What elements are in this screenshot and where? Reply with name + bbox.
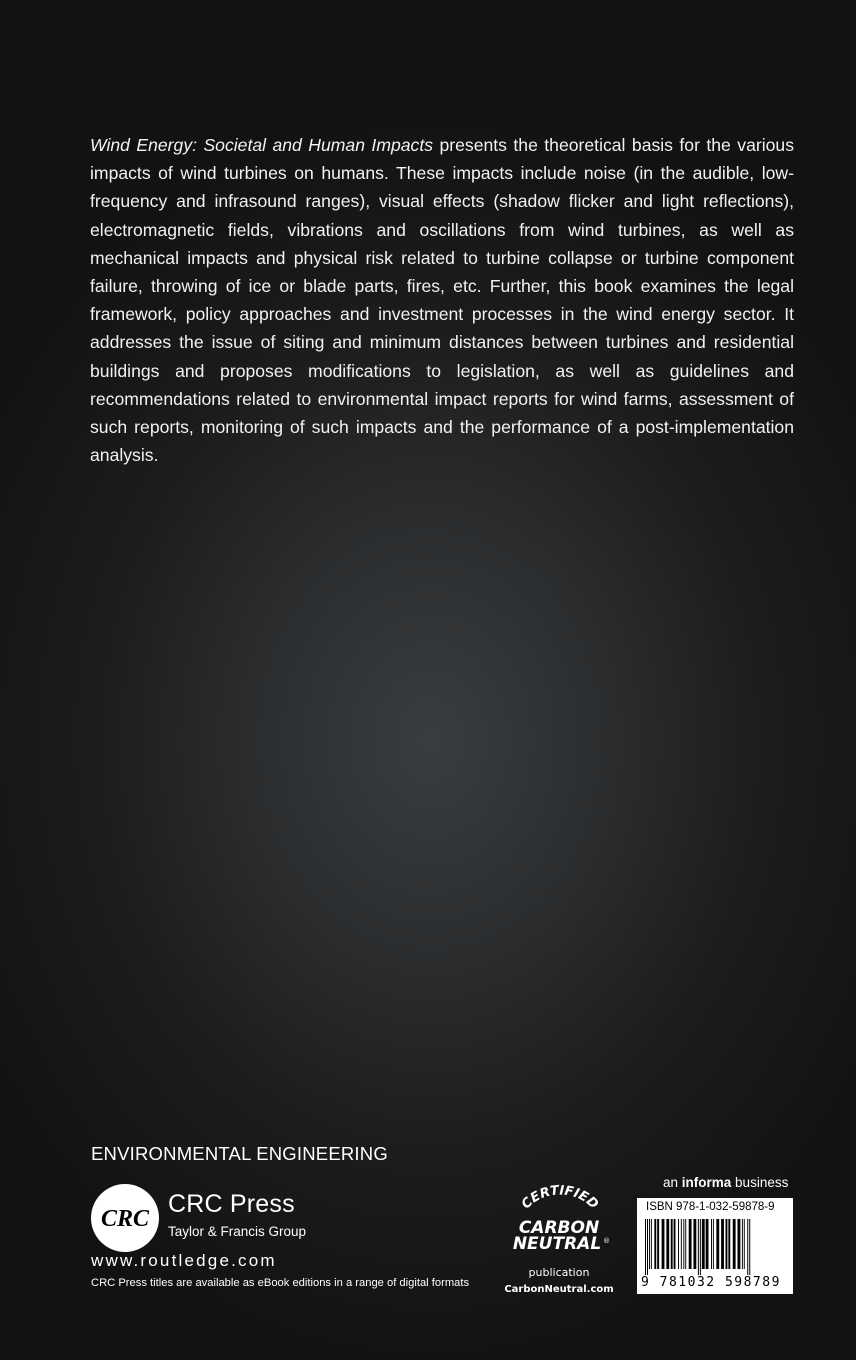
- barcode-bar: [747, 1219, 748, 1275]
- carbon-site-text: CarbonNeutral.com: [504, 1284, 614, 1295]
- barcode-bar: [681, 1219, 682, 1269]
- book-title-italic: Wind Energy: Societal and Human Impacts: [90, 135, 434, 155]
- barcode-bar: [721, 1219, 724, 1269]
- series-label: ENVIRONMENTAL ENGINEERING: [91, 1143, 388, 1164]
- barcode-bar: [657, 1219, 659, 1269]
- barcode-bar: [706, 1219, 709, 1269]
- barcode-bar: [647, 1219, 648, 1275]
- barcode-bar: [749, 1219, 750, 1275]
- carbon-publication-text: publication: [528, 1266, 590, 1279]
- publisher-url[interactable]: www.routledge.com: [91, 1251, 277, 1270]
- barcode-bar: [700, 1219, 701, 1275]
- barcode-bars-icon: [643, 1219, 789, 1275]
- barcode-bar: [726, 1219, 728, 1269]
- carbon-word-text: CARBON: [518, 1218, 600, 1238]
- barcode-bar: [716, 1219, 719, 1269]
- barcode-bar: [666, 1219, 669, 1269]
- carbon-certified-text: CERTIFIED: [518, 1183, 602, 1213]
- barcode-bar: [674, 1219, 676, 1269]
- barcode-bar: [645, 1219, 646, 1275]
- barcode-bar: [733, 1219, 736, 1269]
- barcode-bar: [662, 1219, 665, 1269]
- ebook-note: CRC Press titles are available as eBook editions in a range of digital formats: [91, 1277, 470, 1289]
- barcode-bar: [728, 1219, 730, 1269]
- barcode-bar: [654, 1219, 656, 1269]
- barcode-bar: [651, 1219, 652, 1269]
- registered-mark: ®: [603, 1237, 610, 1245]
- publisher-group: Taylor & Francis Group: [168, 1224, 307, 1239]
- informa-brand: informa: [681, 1175, 732, 1190]
- neutral-word-text: NEUTRAL: [512, 1234, 602, 1254]
- barcode-bar: [742, 1219, 743, 1269]
- barcode-bar: [683, 1219, 684, 1269]
- barcode-digits: 9 781032 598789: [641, 1275, 781, 1290]
- carbon-neutral-logo-icon: [503, 1181, 615, 1299]
- barcode-bar: [713, 1219, 714, 1269]
- barcode-bar: [671, 1219, 673, 1269]
- barcode-bar: [685, 1219, 686, 1269]
- barcode-bar: [649, 1219, 650, 1269]
- barcode-bar: [698, 1219, 699, 1275]
- blurb-body: presents the theoretical basis for the various impacts of wind turbines on humans. These impacts include noise (in the audible, low-frequency and infrasound ranges), visual effects (shadow flicker and light reflections), electromagnetic fields, vibrations and oscillations from wind turbines, as well as mechanical impacts and physical risk related to turbine collapse or turbine component failure, throwing of ice or blade parts, fires, etc. Further, this book examines the legal framework, policy approaches and investment processes in the wind energy sector. It addresses the issue of siting and minimum distances between turbines and residential buildings and proposes modifications to legislation, as well as guidelines and recommendations related to environmental impact reports for wind farms, assessment of such reports, monitoring of such impacts and the performance of a post-implementation analysis.: [90, 135, 795, 466]
- barcode-bar: [744, 1219, 745, 1269]
- publisher-name: CRC Press: [168, 1190, 295, 1218]
- crc-logo-icon: [90, 1183, 160, 1253]
- barcode-bar: [689, 1219, 692, 1269]
- barcode-bar: [693, 1219, 696, 1269]
- barcode-bar: [702, 1219, 705, 1269]
- isbn-label: ISBN 978-1-032-59878-9: [646, 1201, 775, 1213]
- crc-logo-text: CRC: [100, 1206, 150, 1232]
- barcode-bar: [678, 1219, 679, 1269]
- cover-blurb: [90, 131, 794, 469]
- isbn-barcode: [637, 1198, 793, 1294]
- barcode-bar: [711, 1219, 712, 1269]
- barcode-bar: [738, 1219, 741, 1269]
- informa-business-label: an informa business: [663, 1175, 789, 1190]
